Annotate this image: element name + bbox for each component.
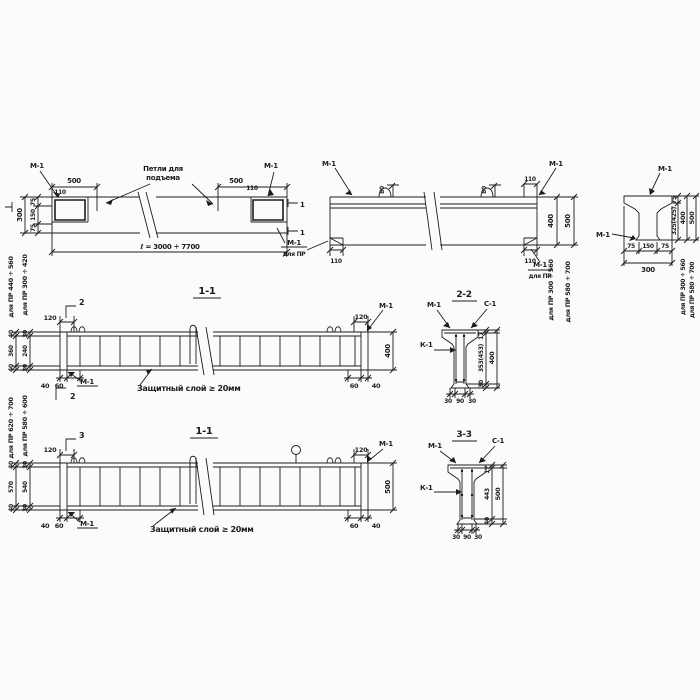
dim-b90: 90 (456, 398, 464, 405)
dim-110-bottom-right: 110 (524, 258, 536, 265)
cut-mark-1-bottom: 1 (300, 229, 305, 237)
view-section-2-2 (420, 290, 500, 405)
title-text: 3-3 (456, 430, 472, 440)
lifting-loops-label-line2: подъема (146, 174, 180, 182)
view-cross-section-m1 (596, 165, 699, 318)
dim-17: 17 (484, 466, 491, 474)
chain-a-top: 30 (22, 461, 29, 469)
cut-mark-3-top: 3 (79, 431, 85, 440)
dim-500-right: 500 (229, 177, 243, 185)
note-m1: М-1 (287, 239, 301, 247)
dim-300: 300 (641, 266, 655, 274)
title-text: 1-1 (198, 286, 216, 297)
dim-30: 30 (478, 380, 485, 388)
dim-40-left: 40 (40, 382, 50, 390)
lifting-loops-label-line1: Петли для (143, 165, 183, 173)
mark-m1: М-1 (428, 442, 442, 450)
note-dlya-pr: для ПР (282, 251, 306, 258)
dim-80-loop-a: 80 (379, 186, 386, 194)
mark-m1-bottom: М-1 (80, 520, 94, 528)
range-label-500: для ПР 580 ÷ 700 (564, 261, 572, 323)
dim-beam-length: ℓ = 3000 ÷ 7700 (140, 243, 200, 251)
beam-outline (330, 192, 537, 250)
rebar-dot (471, 494, 473, 496)
dim-150: 150 (30, 209, 37, 221)
dim-b30b: 30 (474, 534, 482, 541)
rebar-dot (455, 335, 457, 337)
dim-500: 500 (494, 487, 502, 501)
mark-m1-left: М-1 (322, 160, 336, 168)
view-beam-elevation-1 (5, 162, 328, 258)
section-outline (448, 465, 486, 524)
dim-120-right: 120 (354, 446, 368, 454)
chain-b-bottom: 40 (8, 504, 15, 512)
chain-b-mid: 360 (8, 345, 15, 357)
mark-k1: К-1 (420, 484, 433, 492)
dim-120-right: 120 (354, 313, 368, 321)
rebar-dot (455, 379, 457, 381)
rebar-dot (463, 335, 465, 337)
dim-500: 500 (564, 214, 572, 228)
rebar-dot (461, 470, 463, 472)
lifting-loops (379, 188, 493, 197)
dim-lines (327, 168, 578, 270)
dim-mid: 353(453) (478, 343, 485, 373)
dim-120-left: 120 (43, 446, 57, 454)
dim-40-right: 40 (371, 382, 381, 390)
beam-outline (52, 192, 287, 238)
lifting-loop-bars (71, 454, 341, 504)
mark-m1-left: М-1 (596, 231, 610, 239)
title-text: 1-1 (195, 426, 213, 437)
dim-75-left: 75 (627, 243, 635, 250)
note-m1: М-1 (533, 261, 547, 269)
mark-c1: С-1 (484, 300, 497, 308)
chain-b-bottom: 40 (8, 364, 15, 372)
dim-60-right: 60 (349, 382, 359, 390)
cut-mark-1-top: 1 (300, 201, 305, 209)
dim-500: 500 (688, 211, 696, 225)
dim-b90: 90 (463, 534, 471, 541)
loop-end-view (292, 446, 301, 455)
dim-75-flange: 75 (671, 196, 678, 204)
dim-300: 300 (16, 208, 24, 222)
section-title-1-1-a (193, 286, 221, 298)
cage-outline (60, 458, 368, 515)
dim-500: 500 (384, 480, 392, 494)
cover-note: Защитный слой ≥ 20мм (150, 525, 254, 534)
view-section-3-3 (420, 430, 507, 541)
dim-110-bottom-left: 110 (330, 258, 342, 265)
dim-60-left: 60 (54, 522, 64, 530)
note-dlya-pr: для ПР (528, 273, 552, 280)
mark-m1-right: М-1 (549, 160, 563, 168)
dim-80-loop-b: 80 (481, 186, 488, 194)
mark-c1: С-1 (492, 437, 505, 445)
range-label-a: для ПР 300 ÷ 420 (21, 254, 29, 316)
section-outline (624, 196, 672, 240)
dim-400: 400 (384, 344, 392, 358)
chain-a-bottom: 30 (22, 364, 29, 372)
mark-m1: М-1 (427, 301, 441, 309)
dim-60-right: 60 (349, 522, 359, 530)
dim-40-left: 40 (40, 522, 50, 530)
rebar-dot (461, 494, 463, 496)
view-reinforcement-cage-400 (7, 254, 397, 401)
dim-75-right: 75 (661, 243, 669, 250)
view-reinforcement-cage-500 (7, 395, 397, 534)
dim-150: 150 (642, 243, 654, 250)
cage-outline (60, 327, 368, 375)
range-label-a: для ПР 580 ÷ 600 (21, 395, 29, 457)
dim-40-right: 40 (371, 522, 381, 530)
dim-110-left: 110 (54, 189, 66, 196)
dim-60-left: 60 (54, 382, 64, 390)
rebar-dot (461, 515, 463, 517)
dim-b30a: 30 (452, 534, 460, 541)
mark-m1-left: М-1 (30, 162, 44, 170)
leader-arrowheads (53, 189, 274, 206)
stirrups (80, 336, 355, 366)
dim-75-top: 75 (30, 198, 37, 206)
range-label-500: для ПР 580 ÷ 700 (689, 261, 696, 319)
dim-400: 400 (547, 214, 555, 228)
leader-arrowheads (345, 190, 546, 195)
mark-m1-top: М-1 (658, 165, 672, 173)
dim-17: 17 (478, 332, 485, 340)
stirrups (80, 467, 355, 506)
beam-end-nibs (55, 200, 283, 220)
dim-75-bottom: 75 (30, 224, 37, 232)
chain-b-top: 40 (8, 330, 15, 338)
range-label-400: для ПР 300 ÷ 560 (680, 258, 687, 316)
chain-b-mid: 570 (8, 481, 15, 493)
dim-40: 40 (484, 517, 491, 525)
view-beam-elevation-2 (322, 160, 578, 323)
dim-110-top-right: 110 (524, 176, 536, 183)
leader-arrowheads (443, 322, 478, 353)
cover-note: Защитный слой ≥ 20мм (137, 384, 241, 393)
dim-b30b: 30 (468, 398, 476, 405)
rebar-dot (463, 379, 465, 381)
lifting-loop-bars (71, 325, 341, 364)
chain-a-mid: 240 (22, 345, 29, 357)
chain-a-top: 30 (22, 330, 29, 338)
rebar-dot (471, 515, 473, 517)
mark-m1-bottom: М-1 (80, 378, 94, 386)
chain-a-bottom: 30 (22, 504, 29, 512)
range-label-b: для ПР 440 ÷ 560 (7, 256, 15, 318)
dim-400: 400 (488, 351, 496, 365)
cut-mark-2-top: 2 (79, 298, 85, 307)
dim-110-right: 110 (246, 185, 258, 192)
cut-mark-2-bottom: 2 (70, 392, 76, 401)
dim-500-left: 500 (67, 177, 81, 185)
dim-web-height: 325(425) (671, 206, 678, 236)
dim-b30a: 30 (444, 398, 452, 405)
dim-mid: 443 (484, 488, 491, 500)
range-label-b: для ПР 620 ÷ 700 (7, 397, 15, 459)
section-outline (442, 330, 478, 388)
section-title-1-1-b (190, 426, 218, 438)
dim-400: 400 (679, 211, 687, 225)
mark-k1: К-1 (420, 341, 433, 349)
mark-m1-right: М-1 (264, 162, 278, 170)
title-text: 2-2 (456, 290, 472, 300)
rebar-dot (471, 470, 473, 472)
chain-a-mid: 540 (22, 481, 29, 493)
chain-b-top: 40 (8, 461, 15, 469)
range-label-400: для ПР 300 ÷ 560 (547, 259, 555, 321)
mark-m1-right: М-1 (379, 440, 393, 448)
mark-m1-right: М-1 (379, 302, 393, 310)
dim-120-left: 120 (43, 314, 57, 322)
